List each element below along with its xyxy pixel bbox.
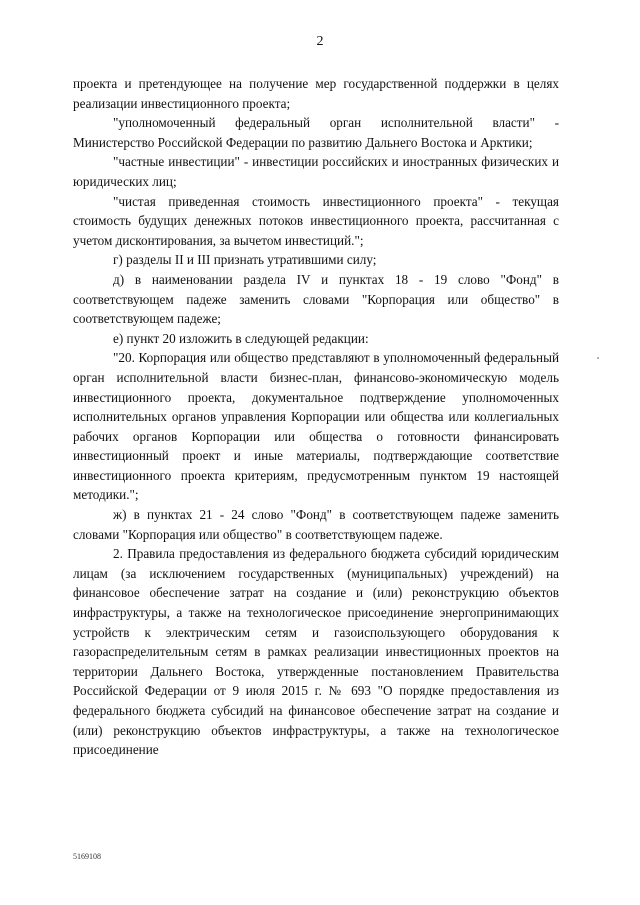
page-number: 2 bbox=[316, 34, 324, 49]
paragraph-point-20: "20. Корпорация или общество представляют в уполномоченный федеральный орган исполнительной власти бизнес-план, финансово-экономическую модель инвестиционного проекта, документальное подтверждение уполномоченных исполнительных органов управления Корпорации или общества или коллегиальных рабочих органов Корпорации или общества о готовности финансировать инвестиционный проект и иные материалы, подтверждающие соответствие инвестиционного проекта критериям, предусмотренным пунктом 19 настоящей методики."; bbox=[73, 350, 559, 503]
scan-artifact bbox=[597, 357, 599, 359]
paragraph-section-2: 2. Правила предоставления из федерального бюджета субсидий юридическим лицам (за исключением государственных (муниципальных) учреждений) на финансовое обеспечение затрат на создание и (или) реконструкцию объектов инфраструктуры, а также на технологическое присоединение энергопринимающих устройств к электрическим сетям и газоиспользующего оборудования к газораспределительным сетям в рамках реализации инвестиционных проектов на территории Дальнего Востока, утвержденные постановлением Правительства Российской Федерации от 9 июля 2015 г. № 693 "О порядке предоставления из федерального бюджета субсидий на финансовое обеспечение затрат на создание и (или) реконструкцию объектов инфраструктуры, а также на технологическое присоединение bbox=[73, 546, 559, 758]
document-code: 5169108 bbox=[73, 852, 101, 861]
paragraph-item-zh: ж) в пунктах 21 - 24 слово "Фонд" в соответствующем падеже заменить словами "Корпорация или общество" в соответствующем падеже. bbox=[73, 507, 559, 542]
paragraph-definition-authority: "уполномоченный федеральный орган исполнительной власти" - Министерство Российской Федерации по развитию Дальнего Востока и Арктики; bbox=[73, 115, 559, 150]
paragraph-item-d: д) в наименовании раздела IV и пунктах 18 - 19 слово "Фонд" в соответствующем падеже заменить словами "Корпорация или общество" в соответствующем падеже; bbox=[73, 271, 559, 327]
document-body bbox=[73, 74, 559, 760]
paragraph-item-e: е) пункт 20 изложить в следующей редакции: bbox=[113, 330, 369, 346]
paragraph-item-g: г) разделы II и III признать утратившими силу; bbox=[113, 252, 377, 268]
paragraph-definition-private-investment: "частные инвестиции" - инвестиции российских и иностранных физических и юридических лиц; bbox=[73, 154, 559, 189]
paragraph-continuation: проекта и претендующее на получение мер государственной поддержки в целях реализации инвестиционного проекта; bbox=[73, 76, 559, 111]
paragraph-definition-npv: "чистая приведенная стоимость инвестиционного проекта" - текущая стоимость будущих денежных потоков инвестиционного проекта, рассчитанная с учетом дисконтирования, за вычетом инвестиций."; bbox=[73, 193, 559, 248]
